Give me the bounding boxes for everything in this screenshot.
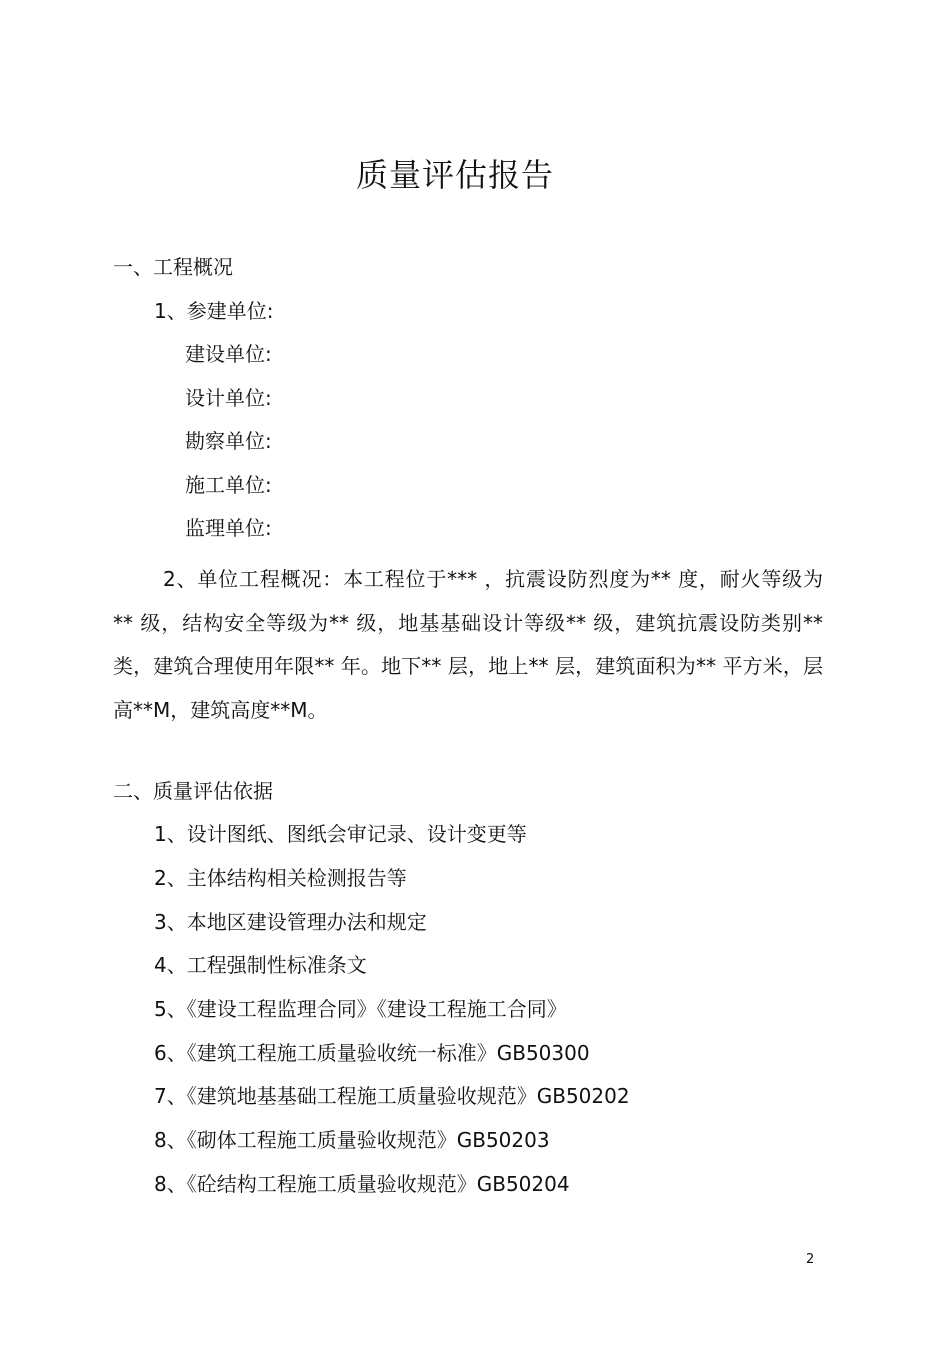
participating-units-heading: 1、参建单位: — [154, 299, 274, 323]
page-number: 2 — [806, 1252, 815, 1267]
unit-survey: 勘察单位: — [185, 429, 272, 453]
basis-item: 3、本地区建设管理办法和规定 — [154, 910, 427, 934]
basis-item: 2、主体结构相关检测报告等 — [154, 866, 407, 890]
unit-design: 设计单位: — [185, 386, 272, 410]
unit-construction-owner: 建设单位: — [185, 342, 272, 366]
document-title: 质量评估报告 — [355, 156, 554, 194]
basis-item: 5、《建设工程监理合同》《建设工程施工合同》 — [154, 997, 567, 1021]
basis-item: 1、设计图纸、图纸会审记录、设计变更等 — [154, 822, 527, 846]
project-overview-paragraph: 2、单位工程概况：本工程位于*** ，抗震设防烈度为** 度，耐火等级为 ** 级，结构安全等级为** 级，地基基础设计等级** 级，建筑抗震设防类别** 类，建筑合理使用年限** 年。地下** 层，地上** 层，建筑面积为** 平方米，层高**M，建筑高度**M。 — [113, 567, 823, 722]
unit-supervision: 监理单位: — [185, 516, 272, 540]
basis-item: 6、《建筑工程施工质量验收统一标准》GB50300 — [154, 1041, 590, 1065]
basis-item: 7、《建筑地基基础工程施工质量验收规范》GB50202 — [154, 1084, 630, 1108]
basis-item: 8、《砌体工程施工质量验收规范》GB50203 — [154, 1128, 550, 1152]
section-heading-overview: 一、工程概况 — [113, 255, 233, 279]
unit-contractor: 施工单位: — [185, 473, 272, 497]
basis-item: 8、《砼结构工程施工质量验收规范》GB50204 — [154, 1172, 570, 1196]
section-heading-basis: 二、质量评估依据 — [113, 779, 273, 803]
basis-item: 4、工程强制性标准条文 — [154, 953, 367, 977]
